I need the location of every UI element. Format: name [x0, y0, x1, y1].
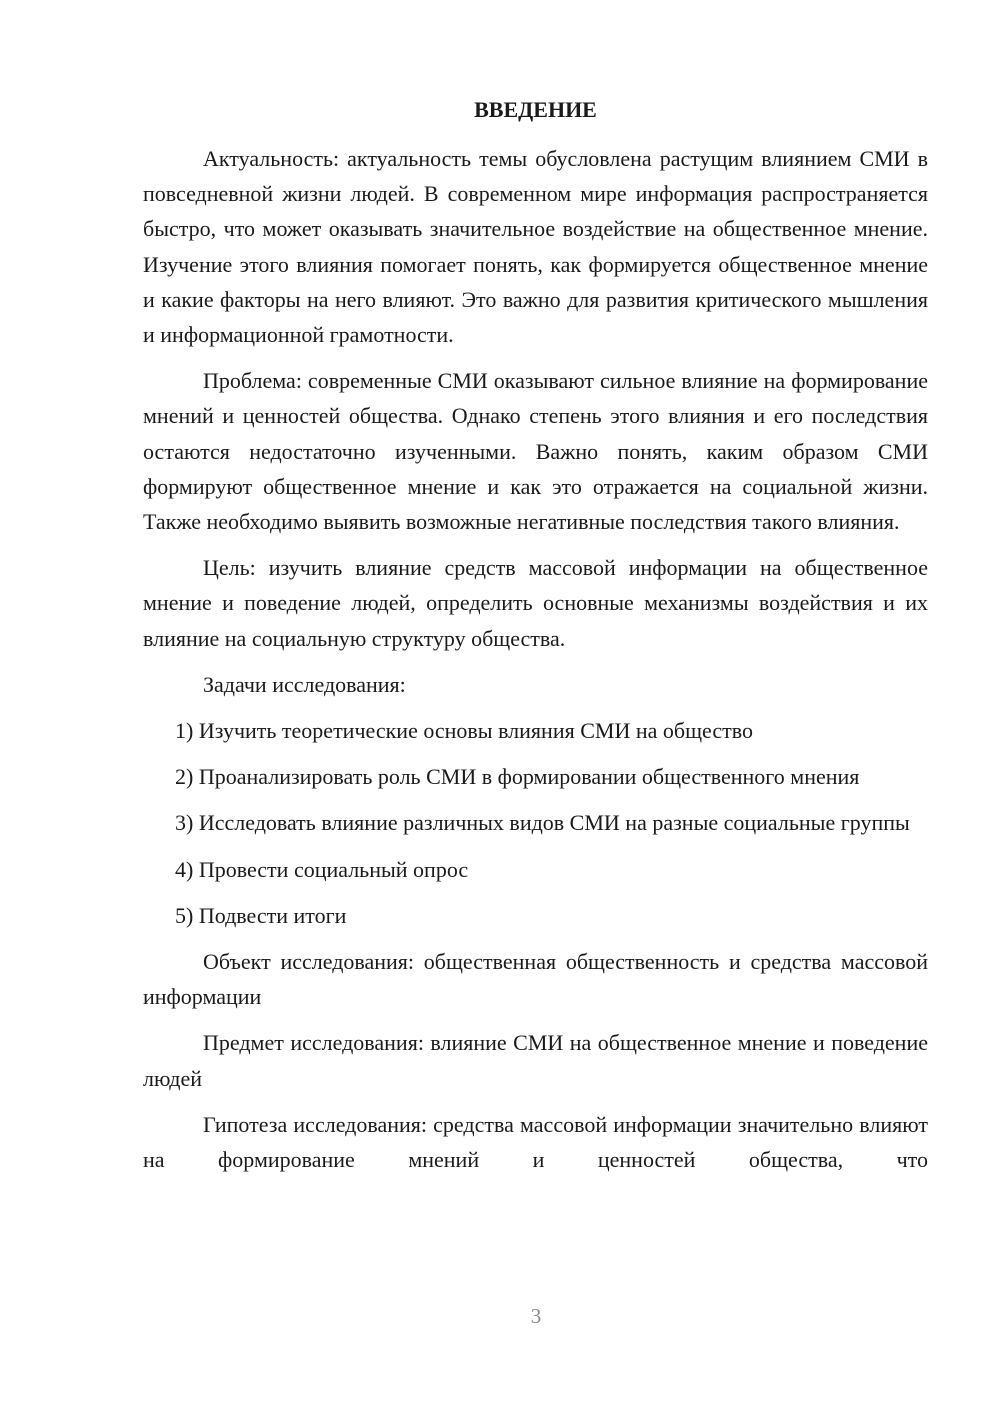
object-paragraph: Объект исследования: общественная общественность и средства массовой информации — [143, 949, 928, 1010]
task-item: 3) Исследовать влияние различных видов СМИ на разные социальные группы — [175, 810, 910, 836]
goal-paragraph: Цель: изучить влияние средств массовой информации на общественное мнение и поведение людей, определить основные механизмы воздействия и их влияние на социальную структуру общества. — [143, 555, 928, 651]
subject-paragraph: Предмет исследования: влияние СМИ на общественное мнение и поведение людей — [143, 1030, 928, 1091]
task-item: 4) Провести социальный опрос — [175, 856, 469, 882]
task-item: 5) Подвести итоги — [175, 902, 347, 928]
document-page — [143, 94, 928, 1188]
hypothesis-paragraph: Гипотеза исследования: средства массовой информации значительно влияют на формирование мнений и ценностей общества, что — [143, 1111, 928, 1173]
page-title: ВВЕДЕНИЕ — [474, 97, 597, 122]
task-item: 1) Изучить теоретические основы влияния СМИ на общество — [175, 718, 753, 744]
relevance-paragraph: Актуальность: актуальность темы обусловлена растущим влиянием СМИ в повседневной жизни людей. В современном мире информация распространяется быстро, что может оказывать значительное воздействие на общественное мнение. Изучение этого влияния помогает понять, как формируется общественное мнение и какие факторы на него влияют. Это важно для развития критического мышления и информационной грамотности. — [143, 146, 928, 348]
problem-paragraph: Проблема: современные СМИ оказывают сильное влияние на формирование мнений и ценностей общества. Однако степень этого влияния и его последствия остаются недостаточно изученными. Важно понять, каким образом СМИ формируют общественное мнение и как это отражается на социальной жизни. Также необходимо выявить возможные негативные последствия такого влияния. — [143, 368, 928, 535]
page-number: 3 — [530, 1304, 542, 1328]
task-item: 2) Проанализировать роль СМИ в формировании общественного мнения — [175, 764, 860, 790]
tasks-heading: Задачи исследования: — [203, 671, 406, 697]
